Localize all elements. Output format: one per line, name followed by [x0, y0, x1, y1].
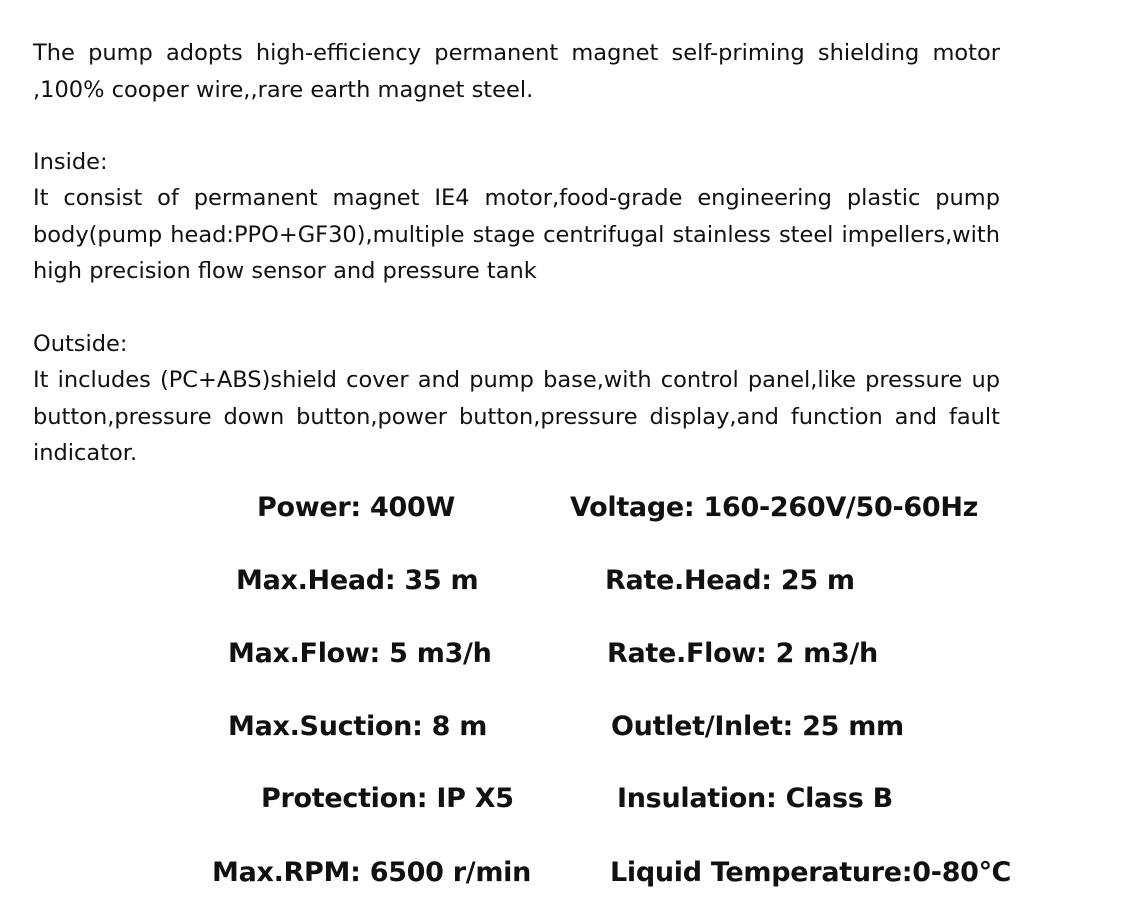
spec-liquid-temperature: Liquid Temperature:0-80℃	[610, 857, 1012, 888]
spec-max-suction: Max.Suction: 8 m	[228, 711, 488, 742]
intro-paragraph: The pump adopts high-efficiency permanent magnet self-priming shielding motor ,100% cooper wire,,rare earth magnet steel.	[33, 40, 1000, 103]
spec-rate-head: Rate.Head: 25 m	[605, 565, 855, 596]
spec-protection: Protection: IP X5	[261, 783, 514, 814]
outside-heading: Outside:	[33, 331, 128, 357]
spec-outlet-inlet: Outlet/Inlet: 25 mm	[611, 711, 904, 742]
spec-max-rpm: Max.RPM: 6500 r/min	[212, 857, 532, 888]
spec-max-head: Max.Head: 35 m	[236, 565, 479, 596]
spec-insulation: Insulation: Class B	[617, 783, 893, 814]
spec-power: Power: 400W	[257, 492, 455, 523]
inside-paragraph: It consist of permanent magnet IE4 motor,food-grade engineering plastic pump body(pump head:PPO+GF30),multiple stage centrifugal stainless steel impellers,with high precision flow sensor and pressure tank	[33, 185, 1000, 284]
inside-heading: Inside:	[33, 149, 108, 175]
spec-rate-flow: Rate.Flow: 2 m3/h	[607, 638, 878, 669]
spec-voltage: Voltage: 160-260V/50-60Hz	[570, 492, 979, 523]
spec-max-flow: Max.Flow: 5 m3/h	[228, 638, 492, 669]
outside-paragraph: It includes (PC+ABS)shield cover and pump base,with control panel,like pressure up button,pressure down button,power button,pressure display,and function and fault indicator.	[33, 367, 1000, 466]
